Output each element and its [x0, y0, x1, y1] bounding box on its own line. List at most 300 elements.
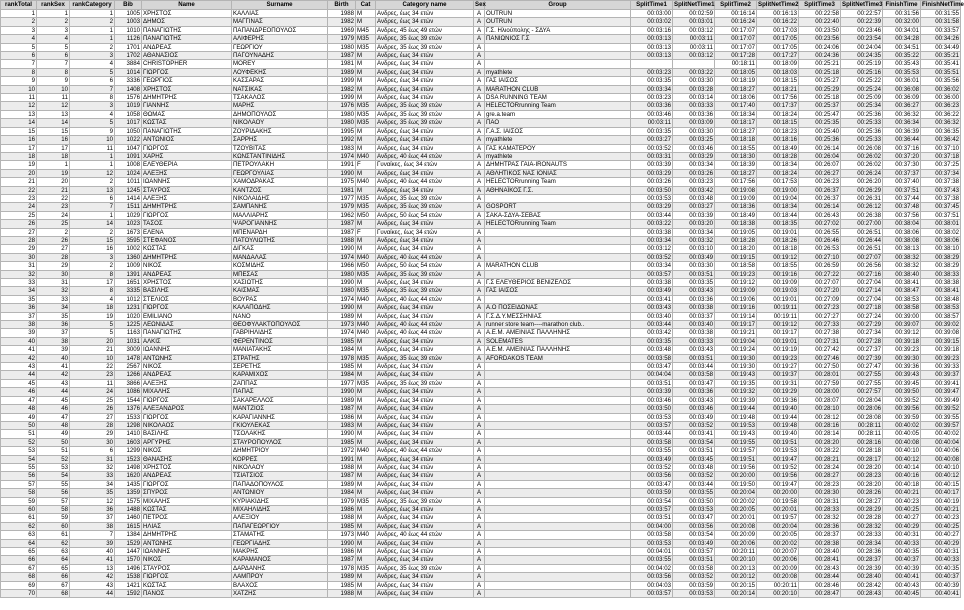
- table-cell: 00:26:37: [799, 186, 841, 194]
- table-cell: 00:03:52: [631, 253, 673, 261]
- column-header[interactable]: Group: [485, 1, 631, 10]
- table-cell: ΓΙΩΡΓΟΣ: [142, 573, 232, 581]
- table-cell: 00:18:27: [715, 169, 757, 177]
- table-row: [1, 161, 961, 169]
- table-cell: A: [474, 388, 485, 396]
- table-cell: 00:18:03: [757, 68, 799, 76]
- table-cell: 00:34:26: [921, 35, 961, 43]
- table-cell: myathlete: [485, 68, 631, 76]
- table-cell: 1989: [328, 68, 356, 76]
- table-cell: 1989: [328, 480, 356, 488]
- table-cell: 00:39:37: [921, 371, 961, 379]
- table-cell: 1980: [328, 119, 356, 127]
- table-cell: 8: [37, 68, 70, 76]
- table-cell: ΠΑΠΑΣ: [232, 388, 328, 396]
- table-cell: 00:37:10: [921, 144, 961, 152]
- table-cell: M35: [356, 102, 376, 110]
- table-cell: 00:03:52: [631, 144, 673, 152]
- table-cell: ΝΙΚΟΛΑΟΥ: [232, 119, 328, 127]
- table-cell: M40: [356, 447, 376, 455]
- table-cell: ΓΙΑΝΝΗΣ: [142, 102, 232, 110]
- table-cell: 00:38:40: [883, 270, 921, 278]
- table-cell: 00:27:16: [841, 270, 883, 278]
- table-cell: M: [356, 581, 376, 589]
- table-cell: 1575: [115, 497, 142, 505]
- column-header[interactable]: FinishNetTime: [922, 1, 964, 9]
- table-cell: 1266: [115, 371, 142, 379]
- table-cell: 00:03:22: [673, 68, 715, 76]
- table-cell: 56: [1, 472, 37, 480]
- table-cell: 1615: [115, 522, 142, 530]
- table-cell: 00:03:33: [673, 337, 715, 345]
- table-cell: 00:22:57: [841, 10, 883, 18]
- table-cell: 1391: [115, 270, 142, 278]
- table-row: [1, 152, 961, 160]
- table-cell: 1982: [328, 85, 356, 93]
- table-cell: 00:38:10: [921, 245, 961, 253]
- table-cell: 00:03:46: [673, 144, 715, 152]
- table-cell: 48: [1, 405, 37, 413]
- table-row: [1, 253, 961, 261]
- table-cell: A: [474, 413, 485, 421]
- table-cell: 00:03:35: [631, 127, 673, 135]
- table-cell: 00:40:12: [921, 472, 961, 480]
- table-cell: M: [356, 169, 376, 177]
- table-cell: 00:20:08: [757, 573, 799, 581]
- table-cell: 00:03:57: [673, 548, 715, 556]
- table-cell: 00:03:14: [673, 94, 715, 102]
- table-cell: 41: [1, 346, 37, 354]
- table-cell: Ανδρες, έως 34 ετών: [376, 94, 474, 102]
- table-cell: 00:20:05: [715, 505, 757, 513]
- table-cell: Ανδρες, 35 έως 39 ετών: [376, 119, 474, 127]
- table-cell: 1990: [328, 304, 356, 312]
- table-cell: ΚΑΡΑΜΑΝΟΣ: [232, 556, 328, 564]
- column-header[interactable]: Category name: [376, 1, 474, 10]
- table-cell: 62: [37, 539, 70, 547]
- table-cell: 00:03:49: [631, 455, 673, 463]
- table-cell: 00:28:42: [841, 581, 883, 589]
- table-cell: 18: [1, 152, 37, 160]
- column-header[interactable]: rankTotal: [1, 1, 37, 10]
- table-cell: 00:25:18: [799, 68, 841, 76]
- table-cell: 00:28:37: [799, 531, 841, 539]
- table-cell: 30: [37, 270, 70, 278]
- table-cell: 00:03:56: [631, 472, 673, 480]
- table-cell: 00:18:49: [757, 144, 799, 152]
- table-cell: 00:40:04: [921, 438, 961, 446]
- table-cell: 1126: [115, 35, 142, 43]
- column-header[interactable]: Cat: [356, 1, 376, 10]
- table-cell: M: [356, 573, 376, 581]
- table-cell: M: [356, 413, 376, 421]
- table-cell: 00:03:43: [673, 396, 715, 404]
- table-cell: 9: [1, 77, 37, 85]
- table-cell: 00:37:20: [883, 152, 921, 160]
- table-cell: ΤΣΑΚΑΛΟΣ: [232, 94, 328, 102]
- table-cell: M: [356, 279, 376, 287]
- table-cell: 54: [37, 472, 70, 480]
- table-cell: 00:16:14: [715, 10, 757, 18]
- table-cell: 12: [37, 102, 70, 110]
- table-cell: HELECTORrunning Team: [485, 102, 631, 110]
- table-cell: 23: [37, 203, 70, 211]
- table-cell: 00:36:23: [921, 102, 961, 110]
- table-cell: ΜΑΝΤΖΙΟΣ: [232, 405, 328, 413]
- table-cell: 00:25:40: [799, 127, 841, 135]
- table-cell: 00:40:23: [921, 514, 961, 522]
- table-cell: ΓΕΩΡΓΙΑΔΗΣ: [232, 539, 328, 547]
- column-header[interactable]: Birth: [328, 1, 356, 10]
- table-cell: 00:20:02: [757, 539, 799, 547]
- table-cell: ΜΙΧΑΗΛΙΔΗΣ: [232, 505, 328, 513]
- table-cell: [485, 253, 631, 261]
- table-cell: 00:19:44: [757, 413, 799, 421]
- table-cell: 1978: [328, 354, 356, 362]
- table-cell: ΘΕΟΦΥΛΑΚΤΟΠΟΥΛΟΣ: [232, 321, 328, 329]
- table-cell: 00:03:20: [673, 220, 715, 228]
- table-cell: 00:20:13: [715, 564, 757, 572]
- table-cell: 00:26:29: [841, 186, 883, 194]
- table-cell: 00:27:22: [799, 270, 841, 278]
- table-cell: 1091: [115, 152, 142, 160]
- table-cell: 00:03:44: [673, 363, 715, 371]
- table-cell: A: [474, 396, 485, 404]
- table-row: [1, 35, 961, 43]
- column-header[interactable]: rankCategory: [70, 1, 115, 10]
- table-cell: 3595: [115, 236, 142, 244]
- table-cell: 00:39:52: [883, 396, 921, 404]
- table-cell: Ανδρες, έως 34 ετών: [376, 421, 474, 429]
- table-cell: 1012: [115, 295, 142, 303]
- table-cell: 00:37:34: [921, 169, 961, 177]
- table-cell: 00:03:47: [631, 363, 673, 371]
- table-cell: 30: [70, 438, 115, 446]
- table-cell: 44: [70, 590, 115, 598]
- table-cell: 00:03:40: [673, 321, 715, 329]
- column-header[interactable]: SplitTime2: [715, 1, 757, 10]
- table-cell: ΘΑΝΑΣΗΣ: [142, 455, 232, 463]
- table-cell: 00:38:06: [921, 236, 961, 244]
- table-cell: 00:39:07: [883, 321, 921, 329]
- table-cell: 00:03:11: [631, 119, 673, 127]
- column-header[interactable]: SplitNetTime1: [674, 1, 715, 9]
- table-cell: 46: [1, 388, 37, 396]
- table-cell: 00:23:50: [799, 26, 841, 34]
- table-cell: 8: [70, 94, 115, 102]
- table-cell: 1974: [328, 295, 356, 303]
- table-cell: ΑΡΓΥΡΗΣ: [142, 438, 232, 446]
- table-row: [1, 203, 961, 211]
- table-cell: 1974: [328, 253, 356, 261]
- table-cell: ΚΩΝΣΤΑΝΤΙΝΙΔΗΣ: [232, 152, 328, 160]
- table-cell: 00:18:24: [757, 169, 799, 177]
- table-cell: 00:38:01: [921, 220, 961, 228]
- column-header[interactable]: FinishTime: [883, 1, 921, 10]
- table-cell: 00:19:58: [757, 497, 799, 505]
- table-cell: A: [474, 522, 485, 530]
- table-row: [1, 68, 961, 76]
- table-cell: M40: [356, 321, 376, 329]
- table-cell: A: [474, 304, 485, 312]
- table-cell: 1974: [328, 152, 356, 160]
- table-cell: 00:18:36: [715, 203, 757, 211]
- table-cell: 00:03:57: [631, 505, 673, 513]
- table-cell: 00:17:40: [715, 102, 757, 110]
- table-cell: 1488: [115, 505, 142, 513]
- table-cell: M35: [356, 35, 376, 43]
- table-cell: ΚΑΡΑΜΙΧΟΣ: [232, 371, 328, 379]
- table-cell: 00:35:22: [883, 52, 921, 60]
- table-cell: 00:03:33: [673, 102, 715, 110]
- table-cell: 00:03:52: [631, 463, 673, 471]
- table-cell: 00:03:56: [673, 522, 715, 530]
- column-header[interactable]: SplitNetTime2: [758, 1, 799, 9]
- table-cell: 20: [37, 178, 70, 186]
- table-cell: 00:03:12: [673, 26, 715, 34]
- column-header[interactable]: Bib: [115, 1, 142, 10]
- table-cell: Ανδρες, έως 34 ετών: [376, 522, 474, 530]
- table-cell: 00:26:51: [841, 245, 883, 253]
- table-cell: 00:16:24: [715, 18, 757, 26]
- table-cell: ΣΤΕΦΑΝΟΣ: [142, 236, 232, 244]
- table-cell: 00:40:29: [883, 522, 921, 530]
- table-cell: M: [356, 236, 376, 244]
- table-cell: M40: [356, 178, 376, 186]
- table-cell: M35: [356, 203, 376, 211]
- table-row: [1, 489, 961, 497]
- table-cell: 00:03:45: [673, 455, 715, 463]
- table-cell: ΠΕΤΡΟΥΛΑΚΗ: [232, 161, 328, 169]
- table-cell: 00:03:53: [631, 194, 673, 202]
- table-cell: 00:27:07: [841, 253, 883, 261]
- table-cell: HELECTORrunning Team: [485, 178, 631, 186]
- table-cell: 00:03:13: [631, 43, 673, 51]
- table-cell: 1990: [328, 169, 356, 177]
- table-cell: 00:38:06: [883, 228, 921, 236]
- table-cell: 19: [1, 161, 37, 169]
- table-cell: ΚΑΙΣΜΑΣ: [232, 287, 328, 295]
- table-cell: 00:36:32: [883, 110, 921, 118]
- table-cell: 00:39:52: [921, 405, 961, 413]
- table-cell: 00:19:09: [715, 194, 757, 202]
- table-cell: 1976: [328, 102, 356, 110]
- table-cell: Ανδρες, 50 έως 54 ετών: [376, 211, 474, 219]
- table-cell: [485, 455, 631, 463]
- table-cell: Ανδρες, 35 έως 39 ετών: [376, 270, 474, 278]
- table-cell: [485, 236, 631, 244]
- table-cell: 37: [1, 312, 37, 320]
- table-cell: 00:40:05: [883, 430, 921, 438]
- table-cell: 29: [70, 430, 115, 438]
- table-cell: ΜΑΚΡΗΣ: [232, 548, 328, 556]
- table-cell: 00:03:40: [631, 312, 673, 320]
- table-cell: 13: [70, 564, 115, 572]
- table-cell: 00:27:29: [841, 321, 883, 329]
- table-cell: 00:26:37: [799, 194, 841, 202]
- table-cell: A: [474, 35, 485, 43]
- table-cell: 50: [1, 421, 37, 429]
- table-cell: 1029: [115, 211, 142, 219]
- table-cell: 1: [70, 211, 115, 219]
- table-cell: 00:28:39: [841, 564, 883, 572]
- table-cell: 1986: [328, 505, 356, 513]
- table-row: [1, 379, 961, 387]
- table-cell: 00:19:09: [715, 287, 757, 295]
- table-cell: Ανδρες, 40 έως 44 ετών: [376, 295, 474, 303]
- table-cell: 40: [70, 548, 115, 556]
- table-cell: ΣΤΕΛΙΟΣ: [142, 295, 232, 303]
- table-cell: 4: [37, 35, 70, 43]
- table-cell: 00:19:40: [757, 405, 799, 413]
- table-cell: 00:28:10: [799, 405, 841, 413]
- table-row: [1, 590, 961, 598]
- table-cell: myathlete: [485, 152, 631, 160]
- table-row: [1, 363, 961, 371]
- table-cell: 1702: [115, 52, 142, 60]
- table-cell: ΓΙΩΡΓΟΣ: [142, 413, 232, 421]
- column-header[interactable]: Surname: [232, 1, 328, 10]
- table-cell: 00:03:57: [631, 590, 673, 598]
- table-cell: 70: [1, 590, 37, 598]
- table-cell: 00:38:57: [921, 312, 961, 320]
- table-cell: A: [474, 379, 485, 387]
- table-cell: 00:19:56: [715, 463, 757, 471]
- table-cell: 00:27:42: [799, 346, 841, 354]
- table-cell: 7: [70, 85, 115, 93]
- column-header[interactable]: SplitTime1: [631, 1, 673, 10]
- table-cell: OUTRUN: [485, 10, 631, 18]
- table-cell: 00:28:11: [841, 421, 883, 429]
- table-cell: ΠΑΠΑΓΕΩΡΓΙΟΥ: [232, 522, 328, 530]
- column-header[interactable]: SplitNetTime3: [842, 1, 883, 9]
- table-cell: 00:25:24: [841, 85, 883, 93]
- table-cell: 19: [37, 169, 70, 177]
- table-cell: 47: [37, 413, 70, 421]
- table-cell: Ανδρες, έως 34 ετών: [376, 590, 474, 598]
- table-cell: 00:03:31: [631, 152, 673, 160]
- table-cell: 00:03:54: [631, 497, 673, 505]
- table-cell: 00:28:36: [841, 548, 883, 556]
- table-cell: A: [474, 463, 485, 471]
- table-row: [1, 228, 961, 236]
- table-cell: A: [474, 161, 485, 169]
- table-cell: 00:19:29: [757, 388, 799, 396]
- table-cell: 1011: [115, 178, 142, 186]
- table-cell: 10: [1, 85, 37, 93]
- table-cell: DSA RUNNING TEAM: [485, 94, 631, 102]
- table-cell: 00:19:23: [715, 270, 757, 278]
- table-cell: ΑΘΑΝΑΣΙΟΣ: [142, 52, 232, 60]
- table-cell: A.E.M. ΑΜΕΙΝΙΑΣ ΠΑΛΛΗΝΗΣ: [485, 329, 631, 337]
- table-cell: 00:28:28: [841, 514, 883, 522]
- table-cell: ΛΕΩΝΙΔΑΣ: [142, 321, 232, 329]
- table-cell: 00:36:22: [921, 110, 961, 118]
- table-cell: 1985: [328, 581, 356, 589]
- table-cell: 00:18:49: [715, 211, 757, 219]
- table-cell: 5: [70, 68, 115, 76]
- table-cell: ΑΝΔΡΕΑΣ: [142, 371, 232, 379]
- column-header[interactable]: Sex: [475, 1, 486, 9]
- table-cell: 1987: [328, 228, 356, 236]
- column-header[interactable]: Name: [142, 1, 232, 10]
- table-cell: 36: [1, 304, 37, 312]
- table-cell: 00:19:23: [757, 354, 799, 362]
- table-cell: 00:40:08: [883, 438, 921, 446]
- table-cell: 1603: [115, 438, 142, 446]
- table-cell: 00:27:50: [799, 363, 841, 371]
- table-cell: 00:17:27: [757, 52, 799, 60]
- table-cell: 1999: [328, 94, 356, 102]
- table-cell: [485, 60, 631, 68]
- table-cell: 00:03:23: [631, 94, 673, 102]
- table-cell: 00:16:22: [757, 18, 799, 26]
- table-cell: [631, 60, 673, 68]
- table-cell: ΝΙΚΟΛΑΟΣ: [142, 421, 232, 429]
- table-cell: 1058: [115, 110, 142, 118]
- table-cell: 00:35:43: [883, 60, 921, 68]
- table-cell: 00:35:41: [921, 60, 961, 68]
- table-cell: 00:03:48: [631, 346, 673, 354]
- table-cell: 00:19:32: [715, 388, 757, 396]
- table-cell: ΜΑΝΙΑΤΑΚΗΣ: [232, 346, 328, 354]
- table-cell: 00:03:13: [631, 35, 673, 43]
- table-cell: 1: [1, 10, 37, 18]
- table-cell: 00:03:34: [673, 228, 715, 236]
- table-cell: 63: [37, 548, 70, 556]
- column-header[interactable]: rankSex: [37, 1, 70, 10]
- table-cell: A: [474, 312, 485, 320]
- table-cell: M: [356, 245, 376, 253]
- table-cell: 27: [37, 245, 70, 253]
- table-cell: 10: [70, 136, 115, 144]
- table-row: [1, 279, 961, 287]
- column-header[interactable]: SplitTime3: [799, 1, 841, 10]
- table-cell: 00:27:38: [799, 329, 841, 337]
- table-cell: 00:03:43: [673, 287, 715, 295]
- table-cell: 1421: [115, 581, 142, 589]
- table-cell: 00:28:38: [799, 539, 841, 547]
- table-cell: 00:03:35: [673, 279, 715, 287]
- table-cell: 00:39:33: [921, 363, 961, 371]
- table-cell: 00:22:58: [799, 10, 841, 18]
- table-cell: 00:28:04: [841, 396, 883, 404]
- table-cell: ΠΑΝΑΓΙΩΤΗΣ: [142, 26, 232, 34]
- table-cell: 00:25:37: [799, 102, 841, 110]
- table-cell: ΣΑΚΑ-ΣΔΥΑ-ΣΕΒΑΣ: [485, 211, 631, 219]
- table-cell: 2: [70, 18, 115, 26]
- table-cell: 00:03:28: [673, 85, 715, 93]
- table-cell: [485, 472, 631, 480]
- table-cell: 00:20:08: [715, 522, 757, 530]
- table-cell: Ανδρες, έως 34 ετών: [376, 186, 474, 194]
- table-cell: 00:03:32: [673, 236, 715, 244]
- table-cell: 00:40:39: [883, 564, 921, 572]
- table-cell: 65: [1, 548, 37, 556]
- table-cell: 11: [70, 379, 115, 387]
- table-cell: A: [474, 236, 485, 244]
- table-cell: 00:17:37: [757, 102, 799, 110]
- table-cell: 00:03:47: [631, 480, 673, 488]
- table-cell: ΜΙΧΑΛΗΣ: [142, 497, 232, 505]
- table-cell: 1544: [115, 396, 142, 404]
- table-cell: ΛΑΜΠΡΟΥ: [232, 573, 328, 581]
- table-cell: 1620: [115, 472, 142, 480]
- table-cell: ΓΙΩΡΓΟΣ: [142, 211, 232, 219]
- table-cell: ΣΤΑΥΡΟΠΟΥΛΟΣ: [232, 438, 328, 446]
- table-cell: 00:03:51: [673, 270, 715, 278]
- table-cell: 00:03:39: [631, 388, 673, 396]
